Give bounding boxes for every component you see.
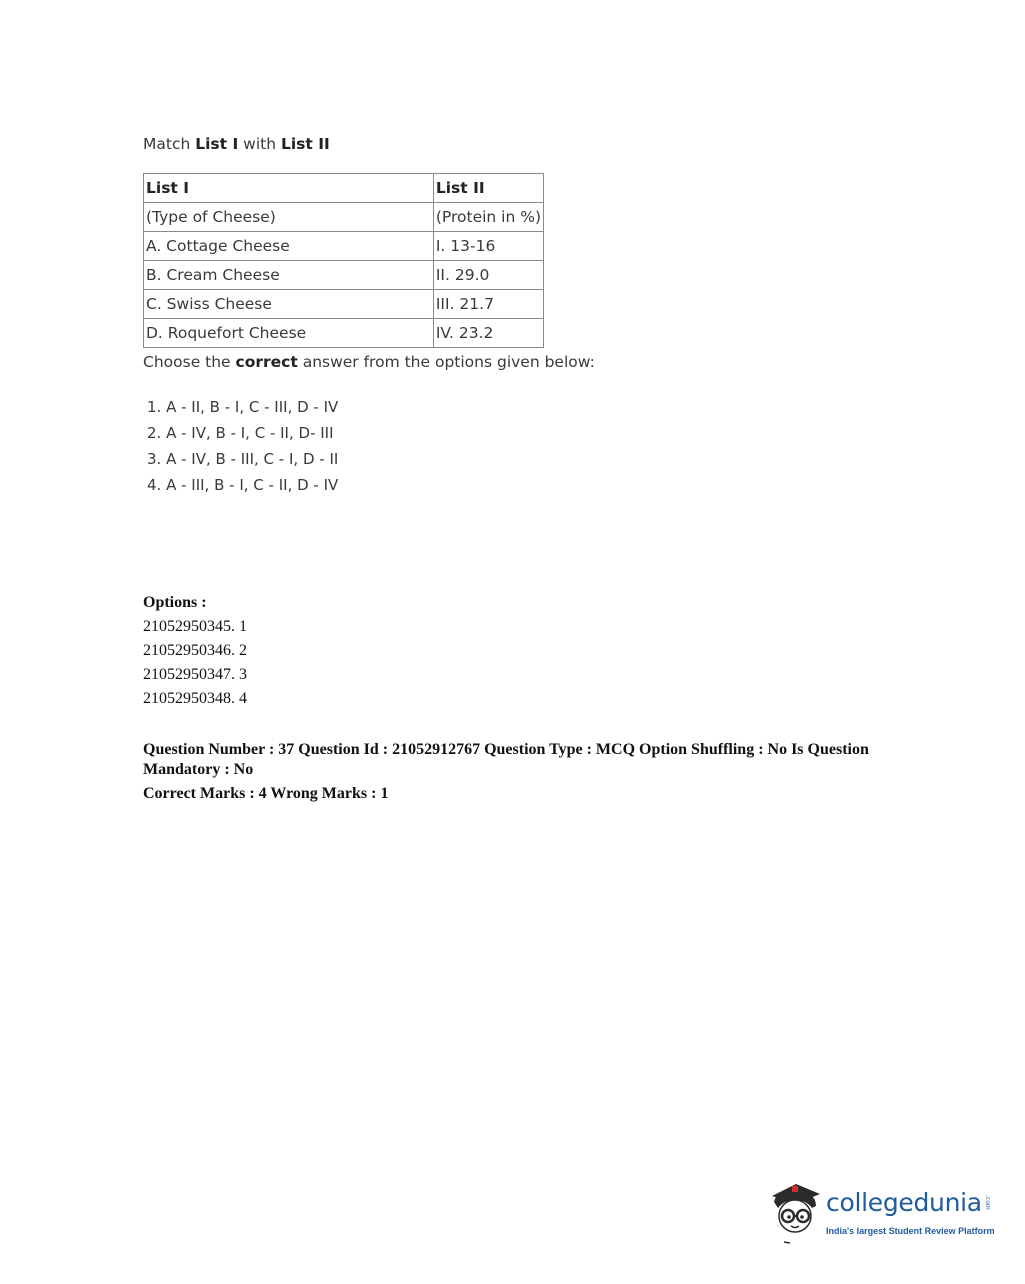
brand-tagline: India's largest Student Review Platform: [826, 1226, 995, 1236]
table-cell: (Protein in %): [433, 203, 543, 232]
options-block: [143, 591, 247, 711]
instruction-text: Match: [143, 135, 196, 153]
instruction-list2: List II: [280, 135, 330, 153]
table-row: [144, 203, 544, 232]
table-cell: A. Cottage Cheese: [144, 232, 434, 261]
table-cell: I. 13-16: [433, 232, 543, 261]
prompt-text: Choose the: [143, 353, 236, 371]
option-item: 21052950347. 3: [143, 666, 247, 683]
prompt-bold: correct: [235, 353, 298, 371]
choice-item: 3. A - IV, B - III, C - I, D - II: [147, 450, 339, 468]
question-meta-line: Question Number : 37 Question Id : 21052912767 Question Type : MCQ Option Shuffling : No Is Question Mandatory : No: [143, 741, 869, 778]
choice-list: [147, 394, 703, 498]
instruction-list1: List I: [195, 135, 239, 153]
option-item: 21052950345. 1: [143, 618, 247, 635]
table-row: [144, 290, 544, 319]
question-instruction: [143, 132, 703, 156]
brand-name: collegedunia: [826, 1188, 982, 1217]
marks-line: Correct Marks : 4 Wrong Marks : 1: [143, 785, 389, 802]
table-row: [144, 319, 544, 348]
option-item: 21052950346. 2: [143, 642, 247, 659]
table-header-cell: List II: [433, 174, 543, 203]
match-table: [143, 173, 544, 348]
table-row: [144, 261, 544, 290]
table-cell: IV. 23.2: [433, 319, 543, 348]
table-cell: C. Swiss Cheese: [144, 290, 434, 319]
choice-item: 2. A - IV, B - I, C - II, D- III: [147, 424, 334, 442]
collegedunia-logo: [766, 1176, 996, 1250]
table-cell: III. 21.7: [433, 290, 543, 319]
table-header-row: [144, 174, 544, 203]
question-block: [143, 132, 703, 498]
mascot-icon: [766, 1176, 824, 1246]
options-title: Options :: [143, 594, 207, 611]
choice-item: 4. A - III, B - I, C - II, D - IV: [147, 476, 339, 494]
instruction-text-mid: with: [238, 135, 281, 153]
brand-suffix: .com: [984, 1195, 991, 1210]
answer-prompt: [143, 348, 703, 376]
choice-item: 1. A - II, B - I, C - III, D - IV: [147, 398, 339, 416]
table-header-cell: List I: [144, 174, 434, 203]
option-item: 21052950348. 4: [143, 690, 247, 707]
table-cell: B. Cream Cheese: [144, 261, 434, 290]
prompt-text-post: answer from the options given below:: [297, 353, 595, 371]
question-meta: [143, 740, 883, 804]
table-row: [144, 232, 544, 261]
table-cell: (Type of Cheese): [144, 203, 434, 232]
table-cell: II. 29.0: [433, 261, 543, 290]
table-cell: D. Roquefort Cheese: [144, 319, 434, 348]
